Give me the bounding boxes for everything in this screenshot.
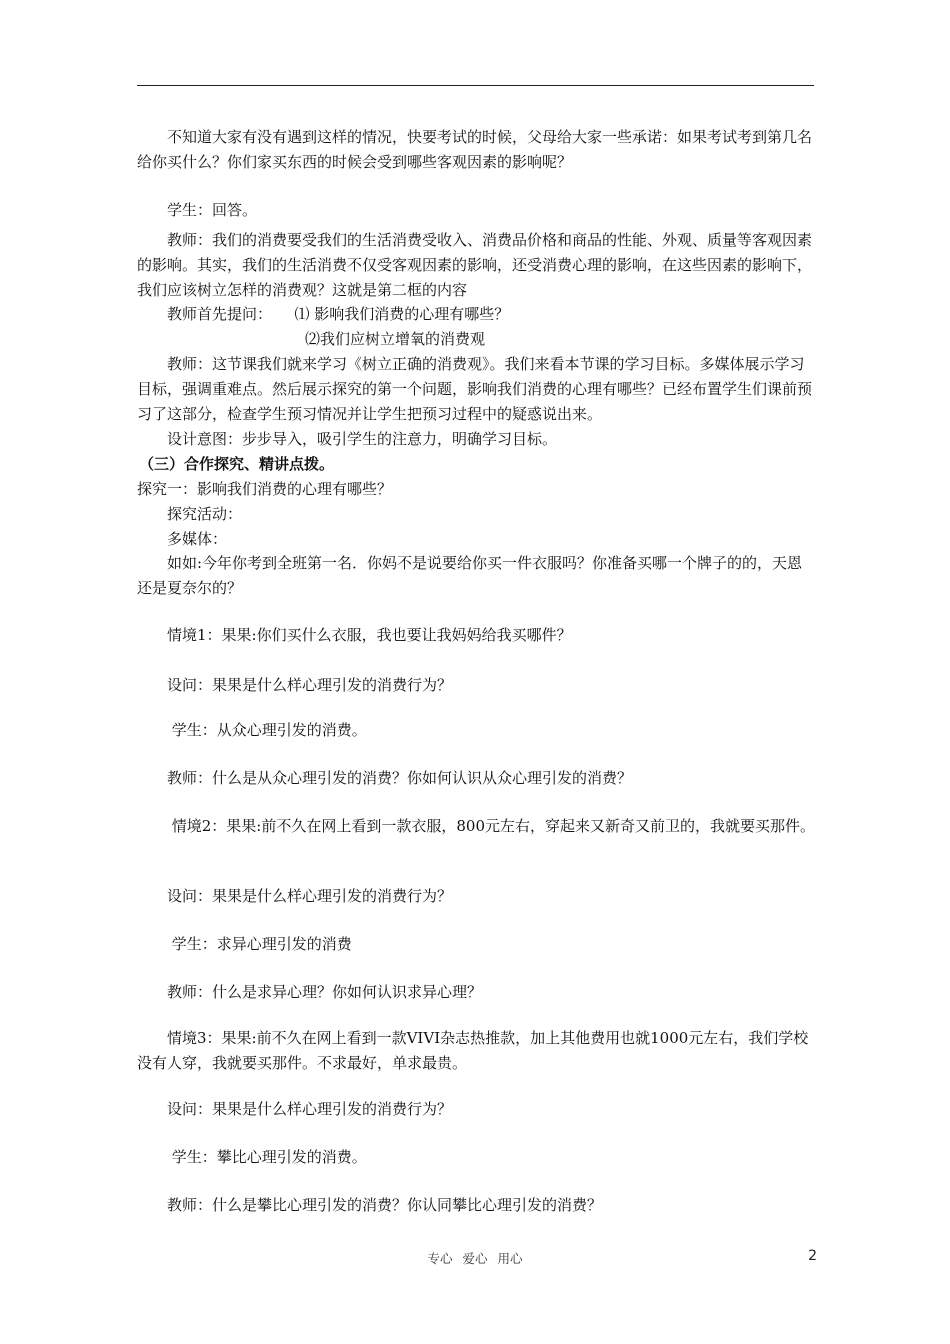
paragraph-scenario-1: 情境1：果果:你们买什么衣服，我也要让我妈妈给我买哪件？ [137,626,572,644]
paragraph-inquiry-one: 探究一：影响我们消费的心理有哪些？ [137,480,393,498]
header-rule [137,85,814,86]
paragraph-question-scenario-1: 设问：果果是什么样心理引发的消费行为？ [137,676,453,694]
paragraph-teacher-scenario-3: 教师：什么是攀比心理引发的消费？你认同攀比心理引发的消费？ [137,1196,603,1214]
paragraph-student-scenario-1: 学生：从众心理引发的消费。 [137,721,367,739]
paragraph-multimedia: 多媒体： [137,530,228,548]
paragraph-student-scenario-3: 学生：攀比心理引发的消费。 [137,1148,367,1166]
section-heading: （三）合作探究、精讲点拨。 [139,455,335,473]
paragraph-scenario-2: 情境2：果果:前不久在网上看到一款衣服，800元左右，穿起来又新奇又前卫的，我就要买那件。 [137,817,816,835]
paragraph-inquiry-activity: 探究活动： [137,505,243,523]
paragraph-question-scenario-3: 设问：果果是什么样心理引发的消费行为？ [137,1100,453,1118]
paragraph-scenario-3: 情境3：果果:前不久在网上看到一款VIVI杂志热推款，加上其他费用也就1000元左右，我们学校没有人穿，我就要买那件。不求最好，单求最贵。 [137,1029,809,1072]
paragraph-example: 如如:今年你考到全班第一名．你妈不是说要给你买一件衣服吗？你准备买哪一个牌子的的，天恩还是夏奈尔的？ [137,554,803,597]
page-footer: 专心 爱心 用心 [427,1251,523,1266]
paragraph-teacher-factors: 教师：我们的消费要受我们的生活消费受收入、消费品价格和商品的性能、外观、质量等客观因素的影响。其实，我们的生活消费不仅受客观因素的影响，还受消费心理的影响，在这些因素的影响下，我们应该树立怎样的消费观？这就是第二框的内容 [137,231,813,299]
paragraph-intro: 不知道大家有没有遇到这样的情况，快要考试的时候，父母给大家一些承诺：如果考试考到第几名给你买什么？你们家买东西的时候会受到哪些客观因素的影响呢？ [137,128,813,171]
paragraph-question-scenario-2: 设问：果果是什么样心理引发的消费行为？ [137,887,453,905]
paragraph-student-answer: 学生：回答。 [137,201,258,219]
paragraph-teacher-lesson: 教师：这节课我们就来学习《树立正确的消费观》。我们来看本节课的学习目标。多媒体展示学习目标，强调重难点。然后展示探究的第一个问题，影响我们消费的心理有哪些？已经布置学生们课前预习了这部分，检查学生预习情况并让学生把预习过程中的疑惑说出来。 [137,355,813,423]
paragraph-design-intent: 设计意图：步步导入，吸引学生的注意力，明确学习目标。 [137,430,558,448]
paragraph-teacher-scenario-2: 教师：什么是求异心理？你如何认识求异心理？ [137,983,483,1001]
paragraph-teacher-scenario-1: 教师：什么是从众心理引发的消费？你如何认识从众心理引发的消费？ [137,769,633,787]
paragraph-question-2: ⑵我们应树立增氧的消费观 [305,330,486,348]
paragraph-teacher-question: 教师首先提问： ⑴ 影响我们消费的心理有哪些？ [137,305,510,323]
paragraph-student-scenario-2: 学生：求异心理引发的消费 [137,935,352,953]
page-number: 2 [808,1248,817,1264]
